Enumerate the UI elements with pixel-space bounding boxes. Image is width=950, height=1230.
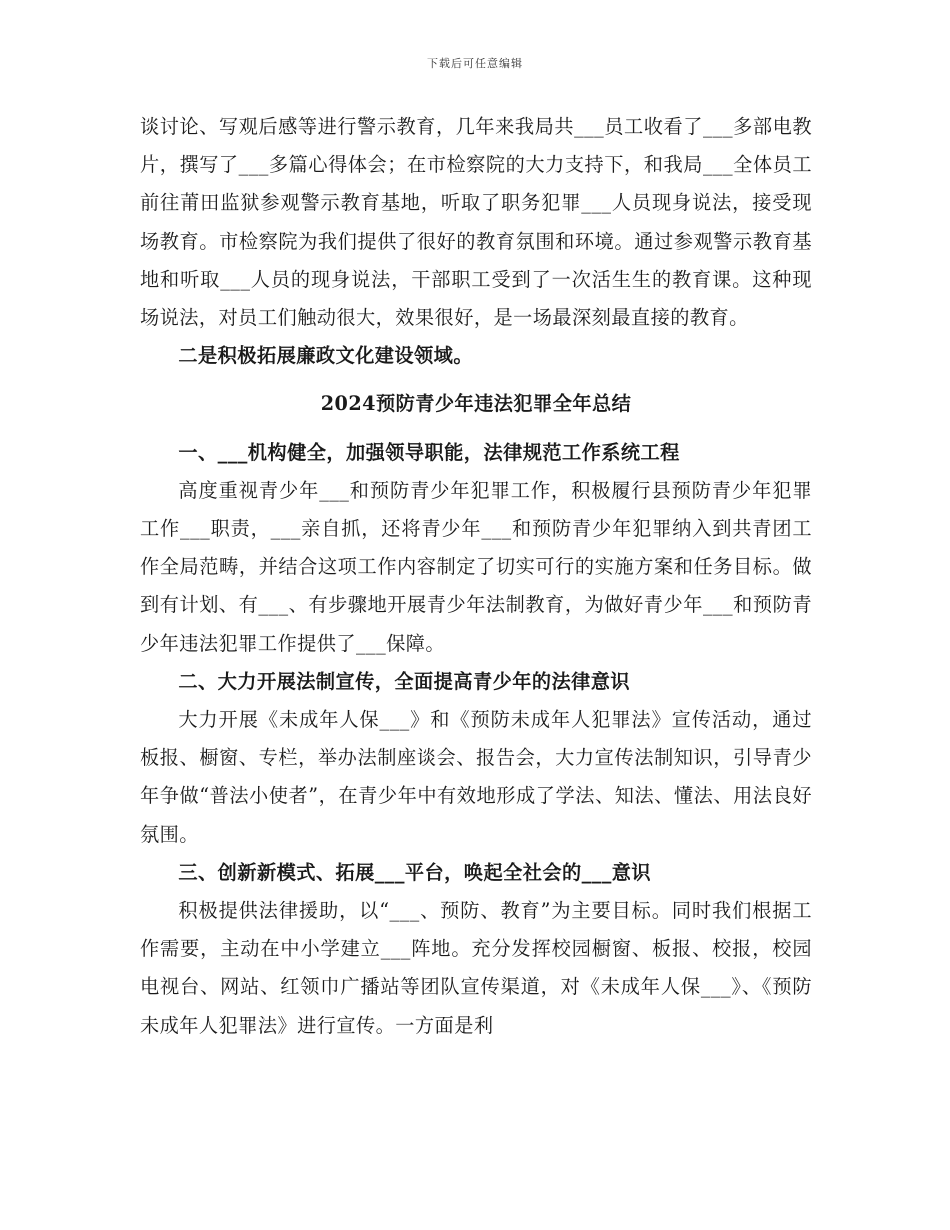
section-1-body: 高度重视青少年___和预防青少年犯罪工作，积极履行县预防青少年犯罪工作___职责，___亲自抓，还将青少年___和预防青少年犯罪纳入到共青团工作全局范畴，并结合这项工作内容制定了切实可行的实施方案和任务目标。做到有计划、有___、有步骤地开展青少年法制教育，为做好青少年___和预防青少年违法犯罪工作提供了___保障。 bbox=[140, 478, 812, 655]
previous-section-bold-line: 二是积极拓展廉政文化建设领域。 bbox=[178, 344, 473, 368]
page-header: 下载后可任意编辑 bbox=[427, 57, 523, 70]
previous-section-paragraph: 谈讨论、写观后感等进行警示教育，几年来我局共___员工收看了___多部电教片，撰写了___多篇心得体会；在市检察院的大力支持下，和我局___全体员工前往莆田监狱参观警示教育基地，听取了职务犯罪___人员现身说法，接受现场教育。市检察院为我们提供了很好的教育氛围和环境。通过参观警示教育基地和听取___人员的现身说法，干部职工受到了一次活生生的教育课。这种现场说法，对员工们触动很大，效果很好，是一场最深刻最直接的教育。 bbox=[140, 115, 812, 330]
section-1-heading: 一、___机构健全，加强领导职能，法律规范工作系统工程 bbox=[178, 440, 680, 464]
section-2-heading: 二、大力开展法制宣传，全面提高青少年的法律意识 bbox=[178, 669, 631, 693]
document-body bbox=[140, 108, 812, 1045]
section-2-body: 大力开展《未成年人保___》和《预防未成年人犯罪法》宣传活动，通过板报、橱窗、专栏，举办法制座谈会、报告会，大力宣传法制知识，引导青少年争做“普法小使者”，在青少年中有效地形成了学法、知法、懂法、用法良好氛围。 bbox=[140, 708, 812, 846]
document-title: 2024预防青少年违法犯罪全年总结 bbox=[320, 392, 632, 416]
section-3-heading: 三、创新新模式、拓展___平台，唤起全社会的___意识 bbox=[178, 860, 652, 884]
section-3-body: 积极提供法律援助，以“___、预防、教育”为主要目标。同时我们根据工作需要，主动在中小学建立___阵地。充分发挥校园橱窗、板报、校报，校园电视台、网站、红领巾广播站等团队宣传渠道，对《未成年人保___》、《预防未成年人犯罪法》进行宣传。一方面是利 bbox=[140, 899, 812, 1037]
